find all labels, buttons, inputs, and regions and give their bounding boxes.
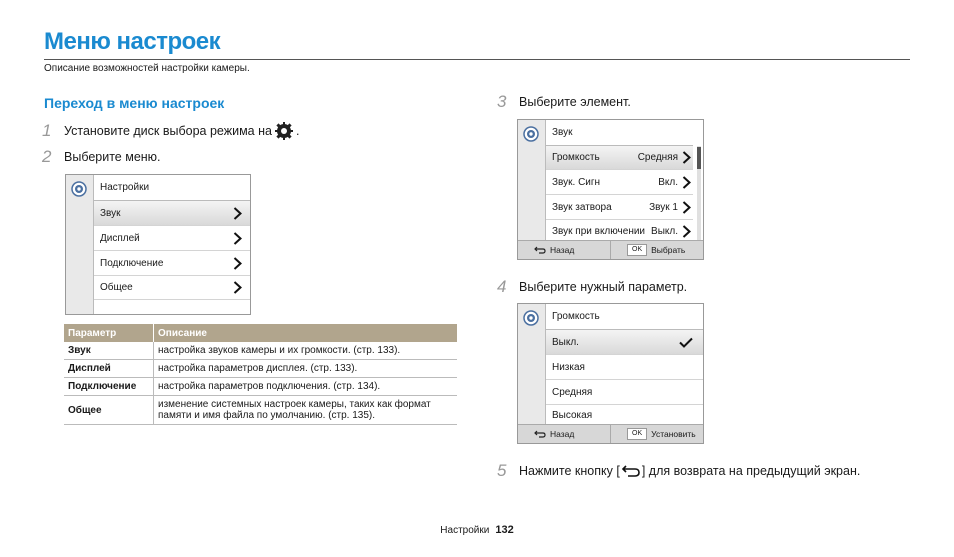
table-header-row [64, 324, 457, 342]
menu-item-volume[interactable] [546, 146, 693, 170]
menu-item-display[interactable] [94, 226, 250, 251]
option-low[interactable] [546, 355, 703, 380]
menu-item-connection[interactable] [94, 251, 250, 276]
settings-icon [71, 181, 87, 197]
chevron-right-icon [682, 151, 691, 164]
step-4 [497, 277, 687, 297]
menu-header-label: Настройки [100, 182, 150, 193]
option-label: Высокая [552, 410, 593, 421]
menu-header [546, 304, 703, 330]
back-button-icon [621, 465, 641, 477]
param-cell: Общее [64, 396, 154, 425]
scrollbar-thumb[interactable] [697, 147, 701, 169]
back-button[interactable] [518, 241, 610, 259]
option-medium[interactable] [546, 380, 703, 405]
screen-footer [518, 240, 703, 259]
parameters-table [64, 324, 457, 425]
menu-item-label: Дисплей [100, 232, 140, 244]
step-number: 3 [497, 92, 507, 111]
page-number: 132 [495, 524, 514, 536]
menu-item-label: Звук [100, 207, 121, 219]
param-cell: Подключение [64, 378, 154, 396]
page-footer [0, 524, 954, 536]
back-label: Назад [550, 245, 575, 255]
menu-sidebar [66, 175, 94, 314]
menu-item-value: Звук 1 [649, 201, 678, 213]
step-5 [497, 461, 860, 481]
chevron-right-icon [233, 207, 242, 220]
back-arrow-icon [534, 430, 546, 438]
back-button[interactable] [518, 425, 610, 443]
screen-footer [518, 424, 703, 443]
step-text: Выберите нужный параметр. [519, 280, 688, 294]
settings-icon [523, 310, 539, 326]
option-label: Выкл. [552, 336, 579, 348]
chevron-right-icon [682, 176, 691, 189]
footer-section: Настройки [440, 525, 490, 536]
ok-label: Установить [651, 429, 696, 439]
table-row [64, 342, 457, 360]
table-row [64, 360, 457, 378]
menu-header [546, 120, 693, 146]
checkmark-icon [679, 337, 693, 348]
option-label: Средняя [552, 386, 593, 398]
ok-button[interactable] [610, 241, 703, 259]
menu-item-value: Вкл. [658, 176, 678, 188]
step-number: 4 [497, 277, 507, 296]
table-row [64, 396, 457, 425]
menu-item-general[interactable] [94, 276, 250, 300]
step-text: Установите диск выбора режима на [64, 124, 272, 138]
menu-item-shutter-sound[interactable] [546, 195, 693, 220]
menu-item-label: Звук при включении [552, 225, 646, 237]
menu-header-label: Громкость [552, 311, 600, 322]
step-number: 5 [497, 461, 507, 480]
chevron-right-icon [682, 201, 691, 214]
param-cell: Дисплей [64, 360, 154, 378]
desc-cell: настройка параметров подключения. (стр. 134). [154, 378, 458, 396]
menu-item-label: Звук затвора [552, 201, 612, 213]
ok-key: OK [627, 428, 647, 440]
back-arrow-icon [534, 246, 546, 254]
menu-item-value: Выкл. [651, 225, 678, 237]
option-high[interactable] [546, 405, 703, 426]
param-cell: Звук [64, 342, 154, 360]
settings-menu-screen [65, 174, 251, 315]
step-1 [42, 121, 299, 141]
menu-item-label: Подключение [100, 257, 164, 269]
settings-mode-icon [275, 122, 293, 140]
title-divider [44, 59, 910, 60]
option-label: Низкая [552, 361, 585, 373]
step-text-end: . [295, 124, 300, 138]
step-text: Нажмите кнопку [ [519, 464, 620, 478]
column-header: Параметр [64, 324, 154, 342]
back-label: Назад [550, 429, 575, 439]
menu-sidebar [518, 304, 546, 425]
volume-options-screen [517, 303, 704, 444]
settings-icon [523, 126, 539, 142]
desc-cell: настройка параметров дисплея. (стр. 133). [154, 360, 458, 378]
chevron-right-icon [233, 281, 242, 294]
ok-label: Выбрать [651, 245, 686, 255]
page-subtitle: Описание возможностей настройки камеры. [44, 63, 250, 74]
menu-item-label: Громкость [552, 152, 600, 163]
chevron-right-icon [233, 257, 242, 270]
chevron-right-icon [682, 225, 691, 238]
sound-menu-screen [517, 119, 704, 260]
ok-key: OK [627, 244, 647, 256]
menu-header-label: Звук [552, 127, 573, 138]
menu-sidebar [518, 120, 546, 241]
desc-cell: изменение системных настроек камеры, таких как формат памяти и имя файла по умолчанию. (стр. 135). [154, 396, 458, 425]
menu-item-label: Общее [100, 282, 133, 293]
menu-item-value: Средняя [637, 152, 678, 163]
step-number: 1 [42, 121, 52, 140]
menu-item-label: Звук. Сигн [552, 176, 601, 188]
option-off[interactable] [546, 330, 703, 355]
step-2 [42, 147, 161, 167]
step-text: Выберите элемент. [519, 95, 631, 109]
step-number: 2 [42, 147, 52, 166]
desc-cell: настройка звуков камеры и их громкости. (стр. 133). [154, 342, 458, 360]
section-heading: Переход в меню настроек [44, 95, 225, 111]
page-title: Меню настроек [44, 28, 221, 55]
table-row [64, 378, 457, 396]
menu-header [94, 175, 250, 201]
column-header: Описание [154, 324, 458, 342]
step-3 [497, 92, 631, 112]
menu-item-sound[interactable] [94, 201, 250, 226]
menu-item-startup-sound[interactable] [546, 220, 693, 242]
step-text-end: ] для возврата на предыдущий экран. [641, 464, 861, 478]
step-text: Выберите меню. [64, 150, 161, 164]
ok-button[interactable] [610, 425, 703, 443]
menu-item-beep[interactable] [546, 170, 693, 195]
chevron-right-icon [233, 232, 242, 245]
